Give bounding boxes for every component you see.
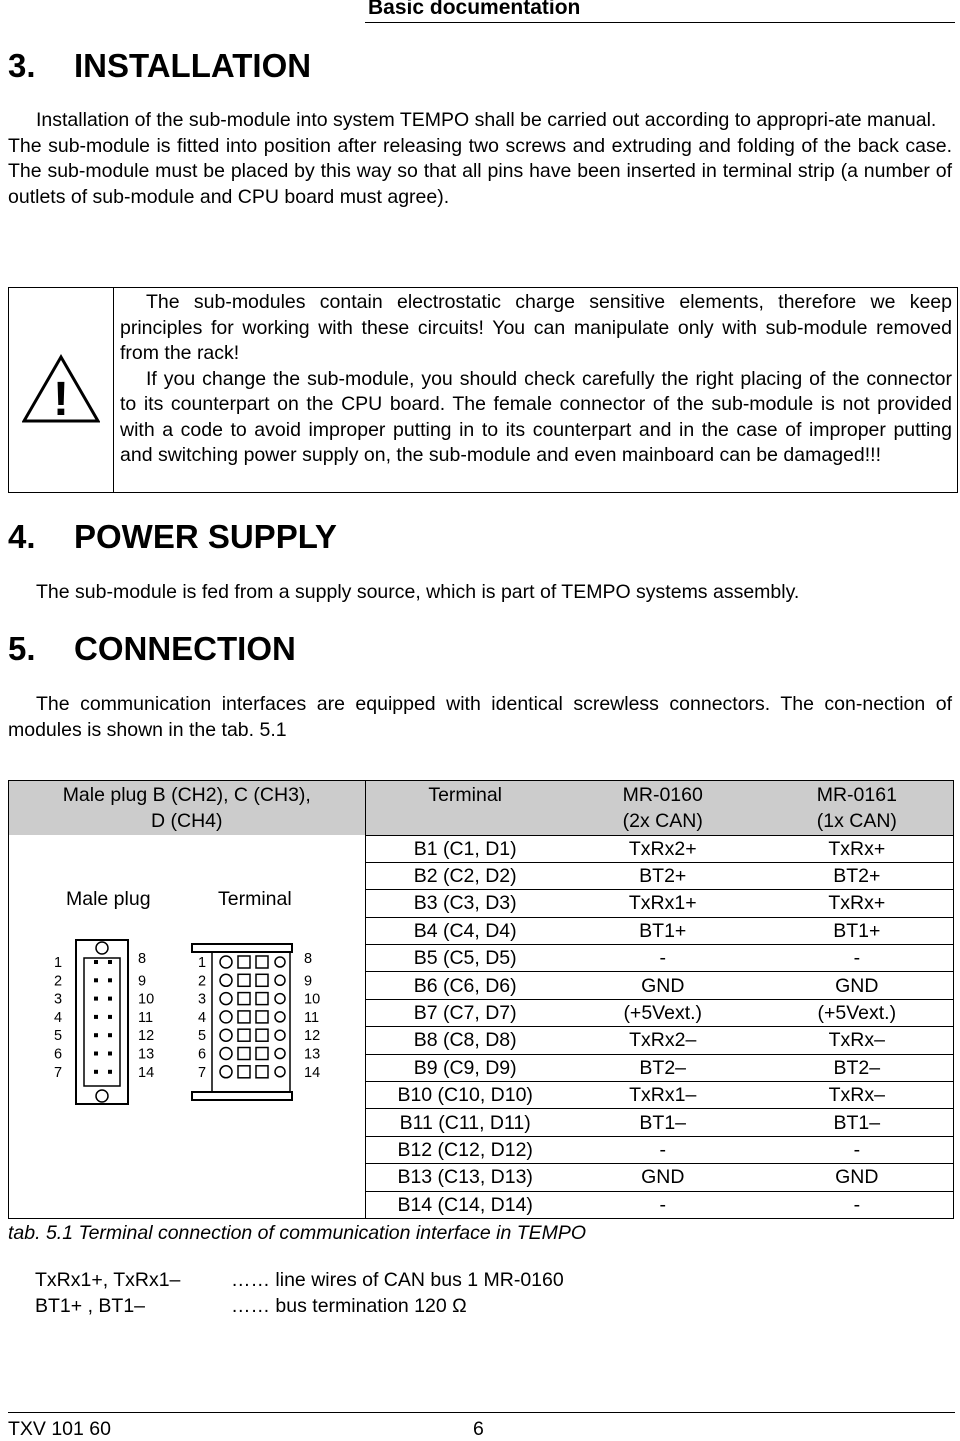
table-cell-mr0160: TxRx2– bbox=[565, 1027, 761, 1054]
section-4-body bbox=[8, 580, 952, 606]
table-cell-mr0160: GND bbox=[565, 972, 761, 999]
connector-drawing bbox=[8, 834, 365, 1210]
male-pin bbox=[94, 1052, 98, 1056]
table-header-mr0160: MR-0160 (2x CAN) bbox=[565, 781, 761, 836]
footer-doc-number: TXV 101 60 bbox=[8, 1418, 111, 1440]
table-cell-mr0161: (+5Vext.) bbox=[761, 999, 954, 1026]
section-3-body bbox=[8, 108, 952, 210]
male-plug-inner bbox=[84, 958, 120, 1086]
table-cell-mr0161: BT2– bbox=[761, 1054, 954, 1081]
section-3-heading bbox=[8, 47, 311, 85]
male-pin bbox=[108, 1070, 112, 1074]
table-cell-mr0160: TxRx1+ bbox=[565, 890, 761, 917]
right-pin-number: 10 bbox=[138, 991, 155, 1008]
table-header-terminal: Terminal bbox=[365, 781, 565, 836]
section-4-number: 4. bbox=[8, 518, 36, 555]
table-cell-terminal: B6 (C6, D6) bbox=[365, 972, 565, 999]
terminal-clamp bbox=[256, 1048, 268, 1060]
section-5-heading bbox=[8, 630, 296, 668]
table-cell-mr0160: TxRx2+ bbox=[565, 835, 761, 862]
table-cell-mr0160: - bbox=[565, 1136, 761, 1163]
terminal-right-pin-number: 12 bbox=[304, 1028, 321, 1045]
table-cell-terminal: B7 (C7, D7) bbox=[365, 999, 565, 1026]
terminal-left-pin-number: 4 bbox=[198, 1009, 207, 1026]
table-cell-mr0161: - bbox=[761, 1136, 954, 1163]
right-pin-number: 13 bbox=[138, 1046, 155, 1063]
terminal-clamp bbox=[256, 1066, 268, 1078]
terminal-hole bbox=[220, 1066, 232, 1078]
terminal-right-pin-number: 10 bbox=[304, 991, 321, 1008]
section-3-title: INSTALLATION bbox=[74, 47, 312, 84]
male-pin bbox=[108, 1052, 112, 1056]
section-3-paragraph-2: The sub-module is fitted into position after releasing two screws and extruding and folding of the back case. The sub-module must be placed by this way so that all pins have been inserted in terminal strip (a number of outlets of sub-module and CPU board must agree). bbox=[8, 134, 952, 208]
terminal-clamp bbox=[238, 974, 250, 986]
table-cell-terminal: B14 (C14, D14) bbox=[365, 1191, 565, 1218]
table-cell-mr0160: - bbox=[565, 1191, 761, 1218]
table-cell-mr0161: BT1– bbox=[761, 1109, 954, 1136]
male-pin bbox=[94, 1033, 98, 1037]
table-cell-terminal: B13 (C13, D13) bbox=[365, 1164, 565, 1191]
table-cell-mr0160: BT1+ bbox=[565, 917, 761, 944]
table-cell-mr0160: GND bbox=[565, 1164, 761, 1191]
male-pin bbox=[108, 1033, 112, 1037]
table-cell-terminal: B5 (C5, D5) bbox=[365, 945, 565, 972]
table-cell-terminal: B4 (C4, D4) bbox=[365, 917, 565, 944]
terminal-hole bbox=[220, 993, 232, 1005]
legend-desc-2: …… bus termination 120 Ω bbox=[231, 1295, 467, 1317]
terminal-clamp bbox=[256, 1011, 268, 1023]
male-pin bbox=[94, 960, 98, 964]
table-cell-mr0160: (+5Vext.) bbox=[565, 999, 761, 1026]
legend-term-2: BT1+ , BT1– bbox=[35, 1295, 146, 1317]
male-pin bbox=[94, 997, 98, 1001]
svg-text:!: ! bbox=[53, 373, 69, 424]
warning-box-divider bbox=[113, 288, 114, 492]
terminal-left-pin-number: 5 bbox=[198, 1028, 207, 1045]
header-rule bbox=[365, 22, 955, 23]
table-cell-mr0161: TxRx+ bbox=[761, 835, 954, 862]
table-cell-mr0160: BT2– bbox=[565, 1054, 761, 1081]
terminal-clamp bbox=[238, 956, 250, 968]
terminal-left-pin-number: 7 bbox=[198, 1064, 207, 1081]
warning-paragraph-1: The sub-modules contain electrostatic charge sensitive elements, therefore we keep principles for working with these circuits! You can manipulate only with sub-module removed from the rack! bbox=[120, 291, 952, 364]
table-cell-terminal: B8 (C8, D8) bbox=[365, 1027, 565, 1054]
terminal-hole bbox=[275, 1030, 285, 1040]
male-pin bbox=[108, 997, 112, 1001]
right-pin-number: 11 bbox=[138, 1009, 154, 1026]
table-cell-mr0160: - bbox=[565, 945, 761, 972]
terminal-left-pin-number: 1 bbox=[198, 955, 207, 971]
terminal-clamp bbox=[256, 974, 268, 986]
section-3-paragraph-1: Installation of the sub-module into system TEMPO shall be carried out according to appropri-ate manual. bbox=[36, 109, 937, 131]
terminal-left-pin-number: 3 bbox=[198, 991, 207, 1008]
warning-triangle-icon bbox=[22, 354, 100, 424]
footer-rule bbox=[8, 1412, 955, 1413]
terminal-clamp bbox=[238, 1066, 250, 1078]
left-pin-number: 4 bbox=[54, 1009, 63, 1026]
terminal-clamp bbox=[256, 993, 268, 1005]
male-pin bbox=[94, 1070, 98, 1074]
table-cell-mr0161: TxRx– bbox=[761, 1027, 954, 1054]
terminal-right-pin-number: 8 bbox=[304, 951, 313, 967]
left-pin-number: 7 bbox=[54, 1064, 63, 1081]
table-caption: tab. 5.1 Terminal connection of communication interface in TEMPO bbox=[8, 1222, 587, 1244]
terminal-label: Terminal bbox=[218, 888, 292, 910]
terminal-hole bbox=[220, 974, 232, 986]
table-cell-mr0161: TxRx+ bbox=[761, 890, 954, 917]
section-4-title: POWER SUPPLY bbox=[74, 518, 337, 555]
terminal-top-bar bbox=[192, 944, 292, 952]
terminal-bottom-bar bbox=[192, 1092, 292, 1100]
warning-paragraph-2: If you change the sub-module, you should check carefully the right placing of the connector to its counterpart on the CPU board. The female connector of the sub-module is not provided with a code to avoid improper putting in to its counterpart and in the case of improper putting and switching power supply on, the sub-module and even mainboard can be damaged!!! bbox=[120, 367, 952, 466]
terminal-right-pin-number: 13 bbox=[304, 1046, 321, 1063]
table-cell-terminal: B3 (C3, D3) bbox=[365, 890, 565, 917]
table-cell-mr0161: GND bbox=[761, 1164, 954, 1191]
table-header-mr0161: MR-0161 (1x CAN) bbox=[761, 781, 954, 836]
male-pin bbox=[108, 1015, 112, 1019]
table-cell-mr0160: TxRx1– bbox=[565, 1082, 761, 1109]
terminal-hole bbox=[275, 1012, 285, 1022]
table-cell-mr0160: BT1– bbox=[565, 1109, 761, 1136]
table-cell-mr0161: BT1+ bbox=[761, 917, 954, 944]
terminal-clamp bbox=[238, 1029, 250, 1041]
footer-page-number: 6 bbox=[473, 1418, 484, 1440]
male-pin bbox=[108, 978, 112, 982]
table-cell-terminal: B12 (C12, D12) bbox=[365, 1136, 565, 1163]
terminal-hole bbox=[220, 956, 232, 968]
terminal-right-pin-number: 14 bbox=[304, 1064, 321, 1081]
terminal-hole bbox=[275, 975, 285, 985]
terminal-hole bbox=[275, 1067, 285, 1077]
table-cell-mr0160: BT2+ bbox=[565, 862, 761, 889]
left-pin-number: 3 bbox=[54, 991, 63, 1008]
terminal-left-pin-number: 2 bbox=[198, 973, 207, 990]
terminal-hole bbox=[275, 957, 285, 967]
table-cell-terminal: B11 (C11, D11) bbox=[365, 1109, 565, 1136]
terminal-clamp bbox=[238, 993, 250, 1005]
terminal-clamp bbox=[256, 1029, 268, 1041]
table-cell-mr0161: GND bbox=[761, 972, 954, 999]
table-cell-terminal: B10 (C10, D10) bbox=[365, 1082, 565, 1109]
terminal-hole bbox=[275, 994, 285, 1004]
section-5-paragraph-1: The communication interfaces are equipped with identical screwless connectors. The con-nection of modules is shown in the tab. 5.1 bbox=[8, 693, 952, 741]
right-pin-number: 12 bbox=[138, 1028, 155, 1045]
terminal-left-pin-number: 6 bbox=[198, 1046, 207, 1063]
table-cell-terminal: B9 (C9, D9) bbox=[365, 1054, 565, 1081]
legend-desc-1: …… line wires of CAN bus 1 MR-0160 bbox=[231, 1269, 564, 1291]
table-cell-mr0161: TxRx– bbox=[761, 1082, 954, 1109]
section-3-number: 3. bbox=[8, 47, 36, 84]
table-cell-terminal: B2 (C2, D2) bbox=[365, 862, 565, 889]
terminal-clamp bbox=[256, 956, 268, 968]
male-plug-screw-top bbox=[96, 942, 108, 954]
terminal-right-pin-number: 9 bbox=[304, 973, 313, 990]
male-plug-screw-bottom bbox=[96, 1090, 108, 1102]
right-pin-number: 8 bbox=[138, 951, 147, 967]
male-pin bbox=[94, 1015, 98, 1019]
terminal-hole bbox=[220, 1029, 232, 1041]
right-pin-number: 14 bbox=[138, 1064, 155, 1081]
terminal-hole bbox=[220, 1048, 232, 1060]
terminal-clamp bbox=[238, 1048, 250, 1060]
section-5-body bbox=[8, 692, 952, 743]
right-pin-number: 9 bbox=[138, 973, 147, 990]
terminal-hole bbox=[275, 1049, 285, 1059]
header-title: Basic documentation bbox=[368, 0, 581, 19]
left-pin-number: 1 bbox=[54, 955, 63, 971]
table-cell-mr0161: BT2+ bbox=[761, 862, 954, 889]
section-4-heading bbox=[8, 518, 337, 556]
left-pin-number: 5 bbox=[54, 1028, 63, 1045]
table-cell-mr0161: - bbox=[761, 1191, 954, 1218]
male-pin bbox=[94, 978, 98, 982]
table-left-header: Male plug B (CH2), C (CH3), D (CH4) bbox=[9, 781, 366, 836]
terminal-right-pin-number: 11 bbox=[304, 1009, 320, 1026]
section-5-title: CONNECTION bbox=[74, 630, 296, 667]
male-plug-label: Male plug bbox=[66, 888, 151, 910]
terminal-hole bbox=[220, 1011, 232, 1023]
left-pin-number: 2 bbox=[54, 973, 63, 990]
table-cell-mr0161: - bbox=[761, 945, 954, 972]
male-pin bbox=[108, 960, 112, 964]
legend-term-1: TxRx1+, TxRx1– bbox=[35, 1269, 181, 1291]
section-5-number: 5. bbox=[8, 630, 36, 667]
table-cell-terminal: B1 (C1, D1) bbox=[365, 835, 565, 862]
left-pin-number: 6 bbox=[54, 1046, 63, 1063]
warning-box bbox=[8, 287, 958, 493]
connector-diagram bbox=[8, 834, 365, 1210]
section-4-paragraph-1: The sub-module is fed from a supply source, which is part of TEMPO systems assembly. bbox=[36, 581, 800, 603]
terminal-clamp bbox=[238, 1011, 250, 1023]
warning-text bbox=[120, 290, 952, 469]
